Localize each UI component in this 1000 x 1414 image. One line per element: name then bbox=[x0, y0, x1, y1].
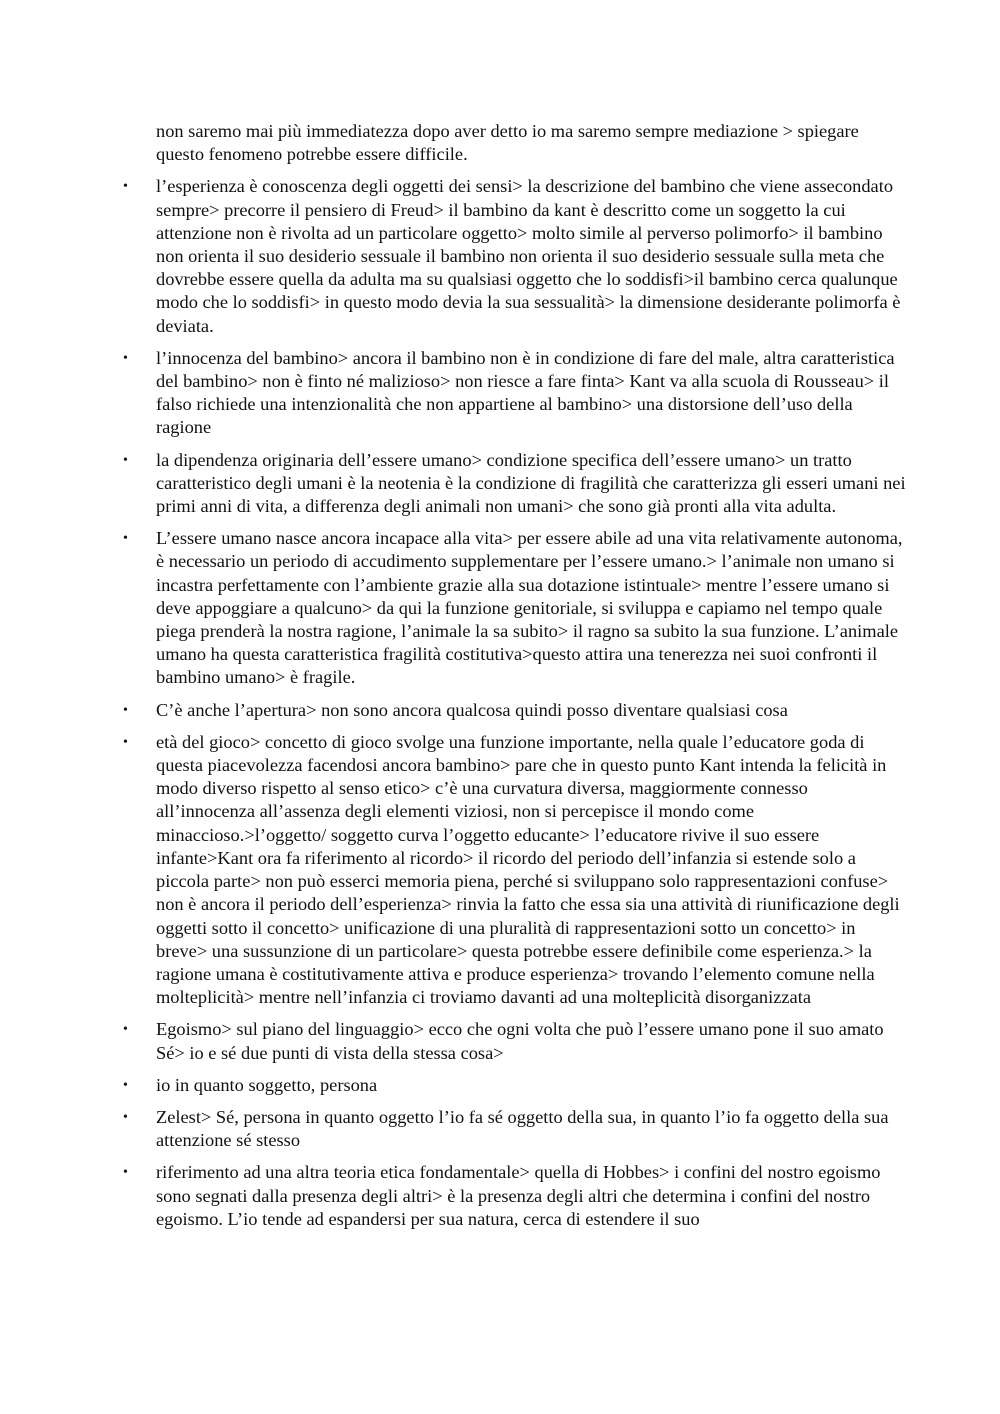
list-item-text: Egoismo> sul piano del linguaggio> ecco che ogni volta che può l’essere umano pone il suo amato Sé> io e sé due punti di vista della stessa cosa> bbox=[156, 1019, 884, 1063]
list-item-text: io in quanto soggetto, persona bbox=[156, 1074, 378, 1095]
list-item-text: C’è anche l’apertura> non sono ancora qualcosa quindi posso diventare qualsiasi cosa bbox=[156, 699, 788, 720]
list-item-text: l’innocenza del bambino> ancora il bambino non è in condizione di fare del male, altra caratteristica del bambino> non è finto né malizioso> non riesce a fare finta> Kant va alla scuola di Rousseau> il falso richiede una intenzionalità che non appartiene al bambino> una distorsione dell’uso della ragione bbox=[156, 347, 895, 438]
list-item bbox=[123, 527, 908, 689]
bullet-icon: • bbox=[123, 350, 128, 366]
list-item-text: L’essere umano nasce ancora incapace alla vita> per essere abile ad una vita relativamente autonoma, è necessario un periodo di accudimento supplementare per l’essere umano.> l’animale non umano si incastra perfettamente con l’ambiente grazie alla sua dotazione istintuale> mentre l’essere umano si deve appoggiare a qualcuno> da qui la funzione genitoriale, si sviluppa e capiamo nel tempo quale piega prenderà la nostra ragione, l’animale la sa subito> il ragno sa subito la sua funzione. L’animale umano ha questa caratteristica fragilità costitutiva>questo attira una tenerezza nei suoi confronti il bambino umano> è fragile. bbox=[156, 528, 903, 688]
list-item bbox=[123, 1161, 908, 1231]
document-body bbox=[123, 120, 908, 1240]
list-item bbox=[123, 1074, 908, 1097]
bullet-icon: • bbox=[123, 1165, 128, 1181]
list-item bbox=[123, 175, 908, 337]
list-item bbox=[123, 449, 908, 519]
bullet-icon: • bbox=[123, 452, 128, 468]
list-item-text: Zelest> Sé, persona in quanto oggetto l’io fa sé oggetto della sua, in quanto l’io fa oggetto della sua attenzione sé stesso bbox=[156, 1106, 889, 1151]
bullet-icon: • bbox=[123, 1077, 128, 1093]
bullet-icon: • bbox=[123, 1022, 128, 1038]
list-item-text: l’esperienza è conoscenza degli oggetti dei sensi> la descrizione del bambino che viene assecondato sempre> precorre il pensiero di Freud> il bambino da kant è descritto come un soggetto la cui attenzione non è rivolta ad un particolare oggetto> molto simile al perverso polimorfo> il bambino non orienta il suo desiderio sessuale il bambino non orienta il suo desiderio sessuale sulla meta che dovrebbe essere quella da adulta ma su qualsiasi oggetto che lo soddisfi>il bambino cerca qualunque modo che lo soddisfi> in questo modo devia la sua sessualità> la dimensione desiderante polimorfa è deviata. bbox=[156, 176, 901, 336]
bullet-icon: • bbox=[123, 1109, 128, 1125]
bullet-list bbox=[123, 175, 908, 1231]
bullet-icon: • bbox=[123, 179, 128, 195]
bullet-icon: • bbox=[123, 531, 128, 547]
list-item bbox=[123, 699, 908, 722]
list-item bbox=[123, 1018, 908, 1064]
list-item bbox=[123, 1106, 908, 1152]
list-item bbox=[123, 347, 908, 440]
list-item-text: la dipendenza originaria dell’essere umano> condizione specifica dell’essere umano> un tratto caratteristico degli umani è la neotenia è la condizione di fragilità che caratterizza gli esseri umani nei primi anni di vita, a differenza degli animali non umani> che sono già pronti alla vita adulta. bbox=[156, 449, 906, 517]
list-item-text: riferimento ad una altra teoria etica fondamentale> quella di Hobbes> i confini del nostro egoismo sono segnati dalla presenza degli altri> è la presenza degli altri che determina i confini del nostro egoismo. L’io tende ad espandersi per sua natura, cerca di estendere il suo bbox=[156, 1162, 881, 1229]
list-item-text: età del gioco> concetto di gioco svolge una funzione importante, nella quale l’educatore goda di questa piacevolezza facendosi ancora bambino> pare che in questo punto Kant intenda la felicità in modo diverso rispetto al senso etico> c’è una curvatura diversa, maggiormente connesso all’innocenza all’assenza degli elementi viziosi, non si percepisce il mondo come minaccioso.>l’oggetto/ soggetto curva l’oggetto educante> l’educatore rivive il suo essere infante>Kant ora fa riferimento al ricordo> il ricordo del periodo dell’infanzia si estende solo a piccola parte> non può esserci memoria piena, perché si sviluppano solo rappresentazioni confuse> non è ancora il periodo dell’esperienza> rinvia la fatto che essa sia una attività di riunificazione degli oggetti sotto il concetto> unificazione di una pluralità di rappresentazioni sotto un concetto> in breve> una sussunzione di un particolare> questa potrebbe essere definibile come esperienza.> la ragione umana è costitutivamente attiva e produce esperienza> trovando l’elemento comune nella molteplicità> mentre nell’infanzia ci troviamo davanti ad una molteplicità disorganizzata bbox=[156, 731, 900, 1008]
bullet-icon: • bbox=[123, 702, 128, 718]
bullet-icon: • bbox=[123, 734, 128, 750]
list-item bbox=[123, 731, 908, 1009]
continuation-paragraph: non saremo mai più immediatezza dopo aver detto io ma saremo sempre mediazione > spiegare questo fenomeno potrebbe essere difficile. bbox=[156, 121, 859, 165]
